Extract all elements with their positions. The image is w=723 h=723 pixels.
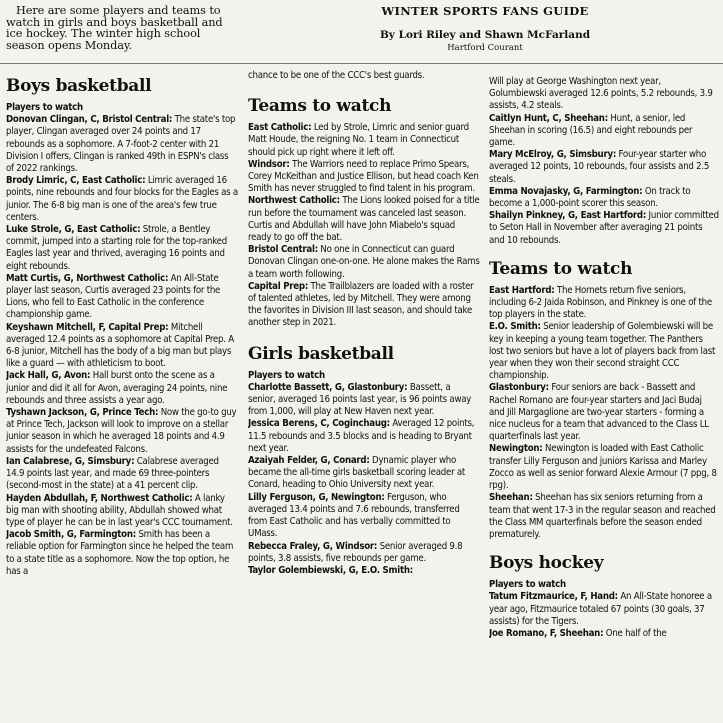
entry-text: Four-year starter who averaged 12 points, 10 rebounds, four assists and 2.5 steals. <box>489 149 710 185</box>
column-boys-basketball <box>6 72 238 723</box>
entry-name: Luke Strole, G, East Catholic: <box>6 224 141 236</box>
entry-name: Charlotte Bassett, G, Glastonbury: <box>248 381 408 393</box>
entry-name: Newington: <box>489 443 543 455</box>
entry <box>6 456 238 493</box>
section-heading-teams-to-watch: Teams to watch <box>248 96 392 117</box>
entry <box>489 321 719 382</box>
entry-text: Bassett, a senior, averaged 16 points last year, is 96 points away from 1,000, will play at New Haven next year. <box>248 381 472 418</box>
entries-list <box>6 114 238 578</box>
entry-name: East Hartford: <box>489 284 555 296</box>
entry-name: Windsor: <box>248 158 290 170</box>
subheading-players-to-watch: Players to watch <box>248 369 325 381</box>
entry-name: Hayden Abdullah, F, Northwest Catholic: <box>6 492 193 504</box>
entry-text: Four seniors are back - Bassett and Rachel Romano are four-year starters and Jaci Budaj and Jill Margaglione are two-year starters - forming a nice nucleus for a team that advanced to the Class LL quarterfinals last year. <box>489 382 709 443</box>
entries-list <box>248 122 480 329</box>
entry-text: Ferguson, who averaged 13.4 points and 7.6 rebounds, transferred from East Catholic and has verbally committed to UMass. <box>248 491 460 540</box>
entry <box>248 565 480 577</box>
entry-name: Azaiyah Felder, G, Conard: <box>248 455 370 467</box>
entry <box>6 224 238 273</box>
entry <box>6 370 238 407</box>
entries-list <box>489 113 719 247</box>
guide-title: WINTER SPORTS FANS GUIDE <box>381 4 589 18</box>
section-heading-boys-hockey: Boys hockey <box>489 553 604 574</box>
entry <box>248 122 480 159</box>
subheading-players-to-watch: Players to watch <box>489 579 566 591</box>
entry-name: Joe Romano, F, Sheehan: <box>489 627 604 639</box>
entry <box>6 175 238 224</box>
entry <box>6 493 238 530</box>
entry <box>489 443 719 492</box>
continued-text: chance to be one of the CCC's best guards. <box>248 70 425 81</box>
entry <box>248 159 480 196</box>
entry-name: Jessica Berens, C, Coginchaug: <box>248 418 390 430</box>
masthead <box>250 4 720 53</box>
entry <box>248 455 480 492</box>
entry-text: No one in Connecticut can guard Donovan Clingan one-on-one. He alone makes the Rams a team worth following. <box>248 244 480 280</box>
entry <box>489 186 719 210</box>
entry <box>248 492 480 541</box>
entry-name: Bristol Central: <box>248 244 318 256</box>
entry <box>489 492 719 541</box>
entry <box>6 114 238 175</box>
section-heading-boys-basketball: Boys basketball <box>6 76 152 96</box>
entry-name: Tyshawn Jackson, G, Prince Tech: <box>6 407 159 419</box>
entry-name: Donovan Clingan, C, Bristol Central: <box>6 114 173 126</box>
entry-name: Glastonbury: <box>489 382 549 394</box>
entry-text: On track to become a 1,000-point scorer this season. <box>489 185 691 210</box>
entry <box>489 591 719 628</box>
entry <box>248 195 480 244</box>
byline: By Lori Riley and Shawn McFarland <box>379 29 591 41</box>
entry <box>489 149 719 186</box>
entry-text: Dynamic player who became the all-time girls basketball scoring leader at Conard, heading to Ohio University next year. <box>248 455 466 491</box>
entry <box>489 285 719 322</box>
entry-text: Hall burst onto the scene as a junior and did it all for Avon, averaging 24 points, nine rebounds and three assists a year ago. <box>6 370 228 406</box>
entry <box>6 322 238 371</box>
entry-text: Senior leadership of Golembiewski will be key in keeping a young team together. The Panthers lost two seniors but have a lot of players back from last year when they won their second straight CCC championship. <box>489 321 716 382</box>
entry <box>248 244 480 281</box>
entry <box>248 418 480 455</box>
entry-text: One half of the <box>603 627 667 639</box>
entry-text: An All-State honoree a year ago, Fitzmaurice totaled 67 points (30 goals, 37 assists) for the Tigers. <box>489 591 712 627</box>
section-heading-teams-to-watch: Teams to watch <box>489 258 633 279</box>
entry <box>6 529 238 578</box>
entry-text: Calabrese averaged 14.9 points last year, and made 69 three-pointers (second-most in the state) at a 41 percent clip. <box>6 455 219 492</box>
entry <box>248 541 480 565</box>
entry-name: Northwest Catholic: <box>248 195 340 207</box>
entry-name: Caitlyn Hunt, C, Sheehan: <box>489 112 608 124</box>
entry-text: The Warriors need to replace Primo Spears, Corey McKeithan and Justice Ellison, but head coach Ken Smith has never struggled to find talent in his program. <box>248 158 479 195</box>
entry-text: Smith has been a reliable option for Farmington since he helped the team to a state title as a sophomore. Now the top option, he has a <box>6 529 234 577</box>
entry-name: Jacob Smith, G, Farmington: <box>6 529 136 541</box>
entry <box>248 382 480 419</box>
entry <box>6 273 238 322</box>
entry-text: Led by Strole, Limric and senior guard Matt Houde, the reigning No. 1 team in Connecticut should pick up right where it left off. <box>248 122 469 158</box>
entry <box>489 113 719 150</box>
entry-name: Tatum Fitzmaurice, F, Hand: <box>489 591 618 603</box>
entry-text: Sheehan has six seniors returning from a team that went 17-3 in the regular season and reached the Class MM quarterfinals before the season ended prematurely. <box>489 492 716 540</box>
entry-name: Keyshawn Mitchell, F, Capital Prep: <box>6 321 169 333</box>
subheading-players-to-watch: Players to watch <box>6 102 83 113</box>
entry-name: Taylor Golembiewski, G, E.O. Smith: <box>248 564 413 576</box>
entry <box>489 628 719 640</box>
entry-text: Junior committed to Seton Hall in November after averaging 21 points and 10 rebounds. <box>489 210 719 246</box>
intro-paragraph <box>6 5 238 51</box>
intro-text: Here are some players and teams to watch in girls and boys basketball and ice hockey. The winter high school season opens Monday. <box>6 4 223 52</box>
entry-text: Strole, a Bentley commit, jumped into a starting role for the top-ranked Eagles last year and thrived, averaging 16 points and eight rebounds. <box>6 224 227 272</box>
entry-text: Mitchell averaged 12.4 points as a sophomore at Capital Prep. A 6-8 junior, Mitchell has the body of a big man but plays like a guard — with athleticism to boot. <box>6 321 234 370</box>
entry-name: Rebecca Fraley, G, Windsor: <box>248 540 378 552</box>
entry <box>6 407 238 456</box>
entries-list <box>248 382 480 577</box>
entry-text: Now the go-to guy at Prince Tech, Jackson will look to improve on a stellar junior season in which he averaged 18 points and 4.9 assists for the undefeated Falcons. <box>6 407 237 455</box>
entry-name: Jack Hall, G, Avon: <box>6 370 91 382</box>
entry-text: Averaged 12 points, 11.5 rebounds and 3.5 blocks and is heading to Bryant next year. <box>248 418 475 454</box>
entry-text: The Trailblazers are loaded with a roster of talented athletes, led by Mitchell. They were among the favorites in Division III last season, and should take another step in 2021. <box>248 280 474 329</box>
entry-name: Capital Prep: <box>248 280 309 292</box>
section-heading-girls-basketball: Girls basketball <box>248 343 394 364</box>
entry <box>489 382 719 443</box>
entry-name: East Catholic: <box>248 122 312 134</box>
entry-name: Brody Limric, C, East Catholic: <box>6 175 146 187</box>
column-three <box>489 76 719 723</box>
entries-list <box>489 285 719 541</box>
entry-text: The Lions looked poised for a title run before the tournament was canceled last season. Curtis and Abdullah will have John Miabelo's squad ready to go off the bat. <box>248 195 480 244</box>
header-divider <box>0 63 723 64</box>
entry-name: Sheehan: <box>489 492 533 504</box>
entry-name: E.O. Smith: <box>489 321 541 333</box>
entry-text: A lanky big man with shooting ability, Abdullah showed what type of player he can be in last year's CCC tournament. <box>6 492 233 528</box>
entry-text: Limric averaged 16 points, nine rebounds and four blocks for the Eagles as a junior. The 6-8 big man is one of the area's few true centers. <box>6 175 238 223</box>
entry-text: An All-State player last season, Curtis averaged 23 points for the Lions, who fell to East Catholic in the conference championship game. <box>6 272 221 321</box>
entry-name: Lilly Ferguson, G, Newington: <box>248 491 385 503</box>
entry-text: The Hornets return five seniors, including 6-2 Jaida Robinson, and Pinkney is one of the top players in the state. <box>489 284 712 321</box>
entry-name: Ian Calabrese, G, Simsbury: <box>6 455 135 467</box>
entry-name: Mary McElroy, G, Simsbury: <box>489 149 617 161</box>
entries-list <box>489 591 719 640</box>
source-credit: Hartford Courant <box>447 43 523 53</box>
entry-name: Emma Novajasky, G, Farmington: <box>489 185 643 197</box>
entry-text: Newington is loaded with East Catholic transfer Lilly Ferguson and juniors Karissa and Marley Zocco as well as senior forward Alexie Armour (7 ppg, 8 rpg). <box>489 443 717 492</box>
column-two <box>248 70 480 723</box>
entry-text: Hunt, a senior, led Sheehan in scoring (16.5) and eight rebounds per game. <box>489 112 693 149</box>
entry <box>248 281 480 330</box>
entry <box>489 210 719 247</box>
entry-text: Senior averaged 9.8 points, 3.8 assists, five rebounds per game. <box>248 540 463 564</box>
continued-text: Will play at George Washington next year, Golumbiewski averaged 12.6 points, 5.2 rebounds, 3.9 assists, 4.2 steals. <box>489 76 713 112</box>
entry-text: The state's top player, Clingan averaged over 24 points and 17 rebounds as a sophomore. A 7-foot-2 center with 21 Division I offers, Clingan is ranked 49th in ESPN's class of 2022 rankings. <box>6 114 236 175</box>
entry-name: Matt Curtis, G, Northwest Catholic: <box>6 272 169 284</box>
entry-name: Shailyn Pinkney, G, East Hartford: <box>489 210 647 222</box>
